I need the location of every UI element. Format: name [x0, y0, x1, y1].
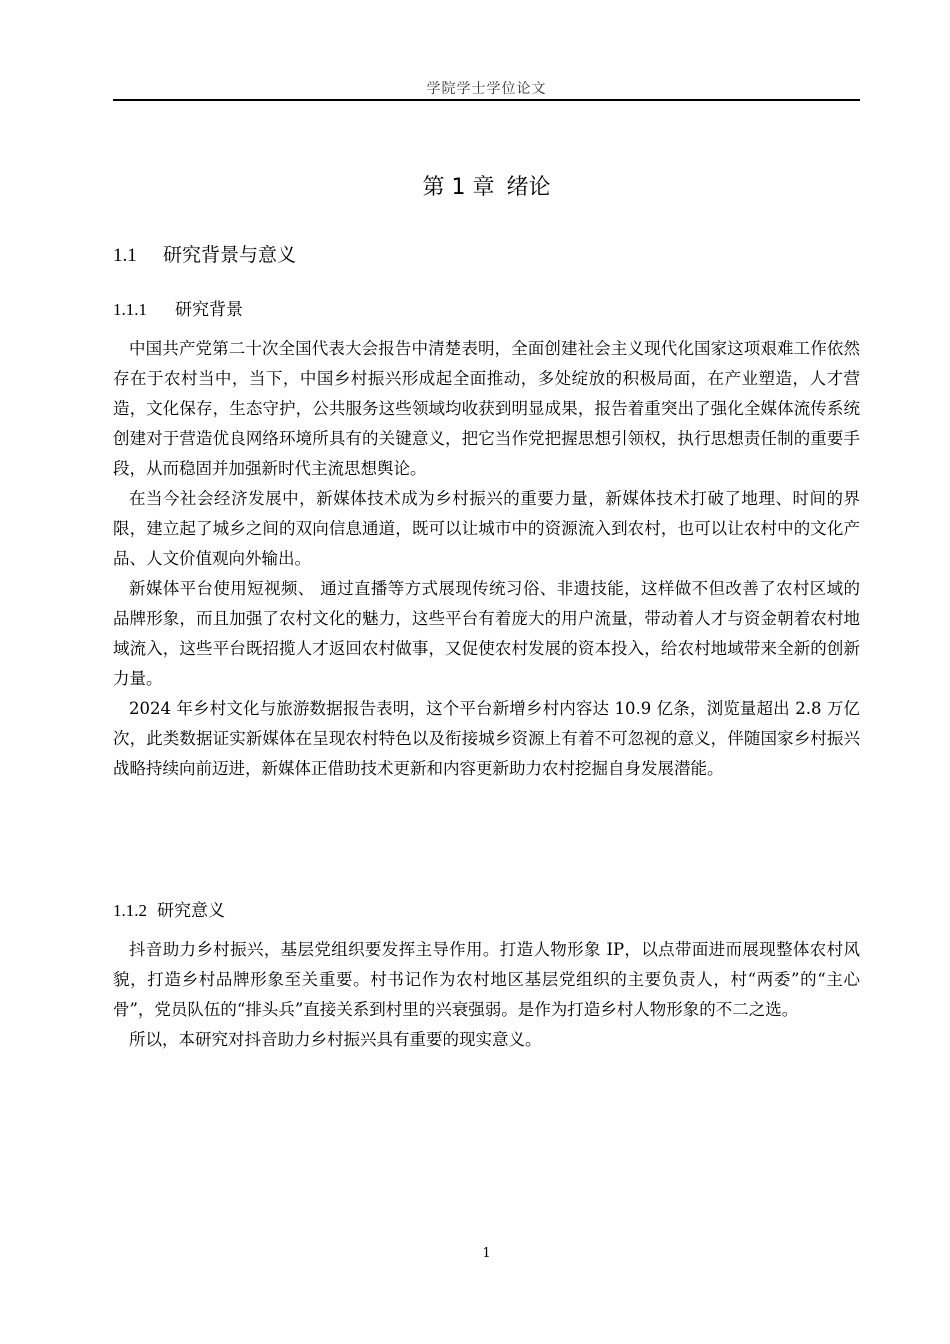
subsection-heading-1-1-1 [113, 295, 243, 320]
section-title: 研究背景与意义 [163, 244, 297, 266]
subsection-number: 1.1.1 [113, 300, 147, 319]
subsection-title: 研究意义 [157, 901, 225, 921]
paragraph: 抖音助力乡村振兴，基层党组织要发挥主导作用。打造人物形象 IP，以点带面进而展现整体农村风貌，打造乡村品牌形象至关重要。村书记作为农村地区基层党组织的主要负责人，村“两委”的“主心骨”，党员队伍的“排头兵”直接关系到村里的兴衰强弱。是作为打造乡村人物形象的不二之选。 [113, 940, 860, 1019]
subsection-title: 研究背景 [175, 300, 243, 320]
header-rule [113, 99, 860, 101]
subsection-heading-1-1-2 [113, 896, 225, 921]
chapter-number: 第 1 章 [422, 175, 495, 200]
running-header: 学院学士学位论文 [426, 81, 547, 97]
paragraph: 在当今社会经济发展中，新媒体技术成为乡村振兴的重要力量，新媒体技术打破了地理、时间的界限，建立起了城乡之间的双向信息通道，既可以让城市中的资源流入到农村，也可以让农村中的文化产品、人文价值观向外输出。 [113, 489, 860, 568]
paragraph: 新媒体平台使用短视频、 通过直播等方式展现传统习俗、非遗技能，这样做不但改善了农村区域的品牌形象，而且加强了农村文化的魅力，这些平台有着庞大的用户流量，带动着人才与资金朝着农村地域流入，这些平台既招揽人才返回农村做事，又促使农村发展的资本投入，给农村地域带来全新的创新力量。 [113, 579, 860, 688]
chapter-title-text: 绪论 [506, 175, 551, 200]
paragraph: 所以，本研究对抖音助力乡村振兴具有重要的现实意义。 [129, 1030, 542, 1049]
significance-body [113, 935, 860, 1055]
page-number: 1 [482, 1246, 491, 1261]
background-body [113, 334, 860, 784]
section-heading-1-1 [113, 240, 296, 267]
section-number: 1.1 [113, 245, 137, 266]
chapter-title [113, 170, 860, 201]
paragraph: 中国共产党第二十次全国代表大会报告中清楚表明，全面创建社会主义现代化国家这项艰难工作依然存在于农村当中，当下，中国乡村振兴形成起全面推动，多处绽放的积极局面，在产业塑造，人才营造，文化保存，生态守护，公共服务这些领域均收获到明显成果，报告着重突出了强化全媒体流传系统创建对于营造优良网络环境所具有的关键意义，把它当作党把握思想引领权，执行思想责任制的重要手段，从而稳固并加强新时代主流思想舆论。 [113, 339, 860, 478]
paragraph: 2024 年乡村文化与旅游数据报告表明，这个平台新增乡村内容达 10.9 亿条，浏览量超出 2.8 万亿次，此类数据证实新媒体在呈现农村特色以及衔接城乡资源上有着不可忽视的意义，伴随国家乡村振兴战略持续向前迈进，新媒体正借助技术更新和内容更新助力农村挖掘自身发展潜能。 [113, 699, 860, 778]
subsection-number: 1.1.2 [113, 901, 147, 920]
